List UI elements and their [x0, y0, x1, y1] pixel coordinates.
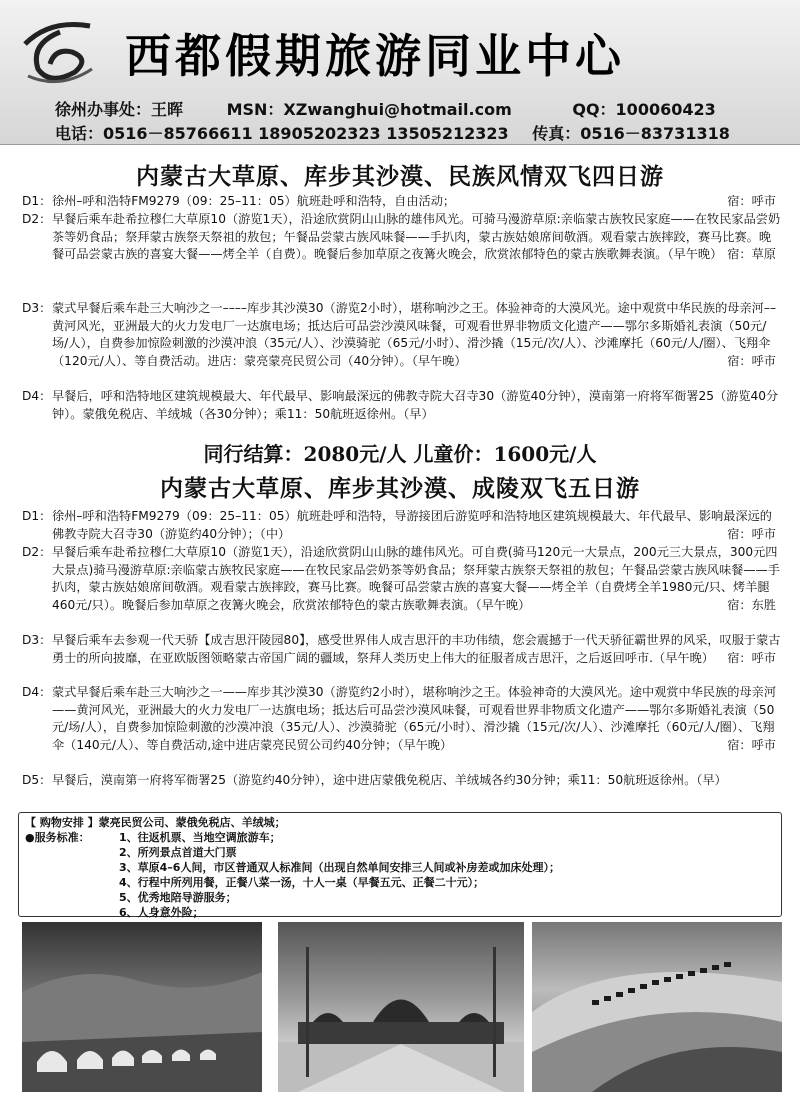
tour1-day2 — [22, 211, 782, 264]
service-item: 1、往返机票、当地空调旅游车； — [119, 831, 281, 844]
day-label: D4： — [22, 685, 52, 699]
tour2-day5 — [22, 772, 782, 790]
day-text: 蒙式早餐后乘车赴三大响沙之一––––库步其沙漠30（游览2小时），堪称响沙之王。体验神奇的大漠风光。途中观赏中华民族的母亲河––黄河风光，亚洲最大的火力发电厂一达旗电场；抵达后可品尝沙漠风味餐，可观看世界非物质文化遗产——鄂尔多斯婚礼表演（50元/场/人），自费参加惊险刺激的沙漠冲浪（35元/人）、沙漠骑驼（65元/小时）、滑沙撬（15元/次/人）、沙滩摩托（60元/人/圈）、飞翔伞（120元/人）、等自费活动。进店：蒙亮蒙亮民贸公司（40分钟）。（早午晚） — [52, 301, 777, 368]
day-stay: 宿：呼市 — [723, 353, 776, 371]
tour2-day4 — [22, 684, 782, 754]
day-text: 徐州–呼和浩特FM9279（09：25–11：05）航班赴呼和浩特，自由活动； — [52, 194, 456, 208]
desert-camel-photo — [532, 922, 782, 1092]
day-label: D3： — [22, 633, 52, 647]
tour2-title: 内蒙古大草原、库步其沙漠、成陵双飞五日游 — [160, 476, 640, 502]
office-contact: 徐州办事处：王晖 — [55, 100, 184, 119]
service-item: 3、草原4–6人间，市区普通双人标准间（出现自然单间安排三人间或补房差或加床处理）； — [119, 861, 560, 874]
tour1-day4 — [22, 388, 782, 423]
notes-box — [18, 812, 782, 917]
day-label: D3： — [22, 301, 52, 315]
day-text: 早餐后，漠南第一府将军衙署25（游览约40分钟），途中进店蒙俄免税店、羊绒城各约30分钟；乘11：50航班返徐州。（早） — [52, 773, 727, 787]
shopping-text: 蒙亮民贸公司、蒙俄免税店、羊绒城； — [98, 816, 286, 829]
day-text: 徐州–呼和浩特FM9279（09：25–11：05）航班赴呼和浩特，导游接团后游览呼和浩特地区建筑规模最大、年代最早、影响最深远的佛教寺院大召寺30（游览约40分钟）；（中） — [52, 509, 772, 541]
company-name: 西都假期旅游同业中心 — [125, 29, 625, 83]
service-item: 2、所列景点首道大门票 — [119, 846, 237, 859]
shopping-row — [25, 815, 775, 830]
contact-line-1 — [55, 97, 734, 120]
day-text: 蒙式早餐后乘车赴三大响沙之一——库步其沙漠30（游览约2小时），堪称响沙之王。体验神奇的大漠风光。途中观赏中华民族的母亲河——黄河风光，亚洲最大的火力发电厂一达旗电场；抵达后可品尝沙漠风味餐，可观看世界非物质文化遗产——鄂尔多斯婚礼表演（50元/场/人），自费参加惊险刺激的沙漠冲浪（35元/人）、沙漠骑驼（65元/小时）、滑沙撬（15元/次/人）、沙滩摩托（60元/人/圈）、飞翔伞（140元/人）、等自费活动,途中进店蒙亮民贸公司约40分钟；（早午晚） — [52, 685, 777, 752]
tour1-day3 — [22, 300, 782, 370]
day-label: D5： — [22, 773, 52, 787]
day-text: 早餐后，呼和浩特地区建筑规模最大、年代最早、影响最深远的佛教寺院大召寺30（游览40分钟），漠南第一府将军衙署25（游览40分钟）。蒙俄免税店、羊绒城（各30分钟）；乘11：50航班返徐州。（早） — [52, 389, 779, 421]
tour1-day1 — [22, 193, 782, 211]
msn-contact: MSN：XZwanghui@hotmail.com — [226, 100, 512, 119]
tour1-title: 内蒙古大草原、库步其沙漠、民族风情双飞四日游 — [136, 164, 664, 190]
day-stay: 宿：呼市 — [723, 737, 776, 755]
day-label: D1： — [22, 509, 52, 523]
fax-contact: 传真：0516－83731318 — [532, 124, 730, 143]
service-item: 5、优秀地陪导游服务； — [119, 891, 237, 904]
tour1-price: 同行结算：2080元/人 儿童价：1600元/人 — [203, 442, 597, 466]
grassland-yurt-photo — [22, 922, 262, 1092]
company-logo-icon — [20, 14, 95, 89]
tour2-day2 — [22, 544, 782, 614]
day-label: D1： — [22, 194, 52, 208]
day-text: 早餐后乘车赴希拉穆仁大草原10（游览1天），沿途欣赏阴山山脉的雄伟风光。可骑马漫游草原:亲临蒙古族牧民家庭——在牧民家品尝奶茶等奶食品；祭拜蒙古族祭天祭祖的敖包；午餐品尝蒙古族风味餐——手扒肉，蒙古族姑娘席间敬酒。观看蒙古族摔跤，赛马比赛。晚餐可品尝蒙古族的喜宴大餐——烤全羊（自费）。晚餐后参加草原之夜篝火晚会，欣赏浓郁特色的蒙古族歌舞表演。（早午晚） — [52, 212, 781, 261]
shopping-label: 【 购物安排 】 — [25, 816, 99, 829]
day-label: D2： — [22, 545, 52, 559]
service-row — [25, 830, 775, 845]
day-text: 早餐后乘车赴希拉穆仁大草原10（游览1天），沿途欣赏阴山山脉的雄伟风光。可自费(骑马120元一大景点，200元三大景点，300元四大景点)骑马漫游草原:亲临蒙古族牧民家庭——在牧民家品尝奶茶等奶食品；祭拜蒙古族祭天祭祖的敖包；午餐品尝蒙古族风味餐——手扒肉，蒙古族姑娘席间敬酒。观看蒙古族摔跤，赛马比赛。晚餐可品尝蒙古族的喜宴大餐——烤全羊（自费烤全羊1980元/只、烤羊腿460元/只）。晚餐后参加草原之夜篝火晚会，欣赏浓郁特色的蒙古族歌舞表演。（早午晚） — [52, 545, 780, 612]
tour2-day1 — [22, 508, 782, 543]
contact-line-2 — [55, 121, 748, 144]
day-stay: 宿：呼市 — [723, 650, 776, 668]
day-text: 早餐后乘车去参观一代天骄【成吉思汗陵园80】，感受世界伟人成吉思汗的丰功伟绩，您会震撼于一代天骄征霸世界的风采，叹服于蒙古勇士的所向披靡，在亚欧版图领略蒙古帝国广阔的疆域，祭拜人类历史上伟大的征服者成吉思汗，之后返回呼市.（早午晚） — [52, 633, 781, 665]
day-label: D2： — [22, 212, 52, 226]
day-stay: 宿：东胜 — [723, 597, 776, 615]
phone-contact: 电话：0516－85766611 18905202323 13505212323 — [55, 124, 509, 143]
day-stay: 宿：呼市 — [723, 193, 776, 211]
tour2-day3 — [22, 632, 782, 667]
qq-contact: QQ：100060423 — [572, 100, 716, 119]
service-item: 6、人身意外险； — [119, 906, 204, 919]
service-item: 4、行程中所列用餐，正餐八菜一汤，十人一桌（早餐五元、正餐二十元）； — [119, 876, 485, 889]
day-stay: 宿：草原 — [723, 246, 776, 264]
day-label: D4： — [22, 389, 52, 403]
day-stay: 宿：呼市 — [723, 526, 776, 544]
service-label: ●服务标准： — [25, 831, 90, 844]
header-banner — [0, 0, 800, 145]
mausoleum-photo — [278, 922, 524, 1092]
